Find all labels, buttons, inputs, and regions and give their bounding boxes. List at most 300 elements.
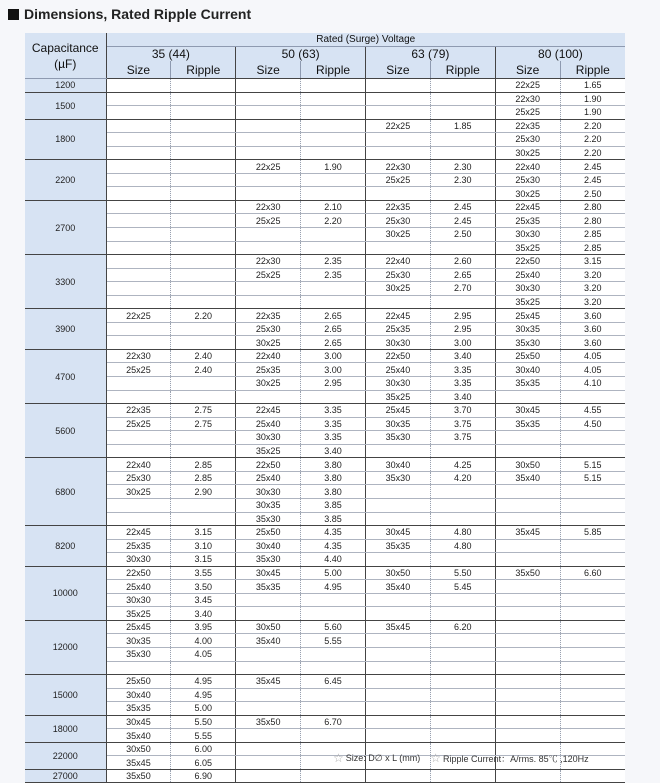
table-row	[25, 485, 625, 499]
table-row	[25, 661, 625, 675]
ripple-cell	[171, 79, 236, 93]
ripple-cell: 1.90	[560, 92, 625, 106]
ripple-cell	[430, 607, 495, 621]
size-cell	[366, 106, 431, 120]
ripple-cell: 3.60	[560, 309, 625, 323]
size-cell	[106, 377, 171, 391]
size-cell: 35x25	[495, 241, 560, 255]
ripple-cell	[560, 647, 625, 661]
table-row	[25, 471, 625, 485]
size-cell: 25x25	[236, 214, 301, 228]
ripple-cell: 2.35	[301, 255, 366, 269]
ripple-cell: 3.80	[301, 485, 366, 499]
table-row	[25, 512, 625, 526]
ripple-cell: 3.35	[430, 363, 495, 377]
ripple-cell: 3.55	[171, 566, 236, 580]
size-cell: 22x25	[106, 309, 171, 323]
size-cell: 25x25	[236, 268, 301, 282]
capacitance-cell: 22000	[25, 742, 106, 769]
voltage-header: 80 (100)	[495, 47, 625, 62]
ripple-cell	[301, 92, 366, 106]
size-cell	[236, 688, 301, 702]
ripple-cell	[301, 133, 366, 147]
ripple-cell: 3.15	[171, 553, 236, 567]
ripple-cell	[560, 729, 625, 743]
ripple-cell: 3.40	[171, 607, 236, 621]
size-cell: 30x25	[236, 336, 301, 350]
table-row	[25, 526, 625, 540]
size-cell	[106, 92, 171, 106]
size-cell	[495, 661, 560, 675]
size-cell	[106, 228, 171, 242]
size-cell	[495, 702, 560, 716]
ripple-cell	[301, 106, 366, 120]
size-cell	[106, 512, 171, 526]
capacitance-cell: 15000	[25, 675, 106, 716]
size-cell: 30x35	[236, 498, 301, 512]
size-cell	[236, 146, 301, 160]
ripple-current-table	[25, 33, 625, 783]
size-cell: 30x35	[106, 634, 171, 648]
size-cell	[106, 214, 171, 228]
ripple-cell: 5.00	[171, 702, 236, 716]
size-cell	[106, 106, 171, 120]
size-cell	[495, 729, 560, 743]
ripple-cell: 2.90	[171, 485, 236, 499]
ripple-cell	[430, 92, 495, 106]
ripple-cell: 6.90	[171, 769, 236, 783]
size-cell	[106, 431, 171, 445]
size-cell	[106, 241, 171, 255]
size-cell	[366, 607, 431, 621]
ripple-cell	[430, 593, 495, 607]
table-row	[25, 160, 625, 174]
size-cell	[106, 661, 171, 675]
ripple-cell	[560, 715, 625, 729]
size-cell: 35x40	[236, 634, 301, 648]
table-row	[25, 106, 625, 120]
size-cell	[106, 390, 171, 404]
size-header: Size	[236, 61, 301, 79]
ripple-cell: 4.00	[171, 634, 236, 648]
ripple-cell: 3.15	[560, 255, 625, 269]
ripple-cell: 2.65	[430, 268, 495, 282]
ripple-cell: 4.05	[171, 647, 236, 661]
ripple-cell: 3.60	[560, 322, 625, 336]
ripple-cell: 3.50	[171, 580, 236, 594]
ripple-cell	[171, 173, 236, 187]
size-cell: 25x30	[236, 322, 301, 336]
ripple-cell: 2.65	[301, 309, 366, 323]
ripple-cell	[301, 241, 366, 255]
ripple-cell	[430, 715, 495, 729]
ripple-cell: 4.35	[301, 526, 366, 540]
size-cell	[106, 444, 171, 458]
capacitance-cell: 5600	[25, 404, 106, 458]
size-cell: 25x25	[366, 173, 431, 187]
size-cell: 35x35	[495, 377, 560, 391]
ripple-cell: 5.50	[171, 715, 236, 729]
size-cell: 22x35	[236, 309, 301, 323]
size-cell	[236, 742, 301, 756]
ripple-cell: 4.35	[301, 539, 366, 553]
ripple-cell	[430, 146, 495, 160]
ripple-cell	[171, 295, 236, 309]
ripple-cell	[301, 119, 366, 133]
table-row	[25, 431, 625, 445]
ripple-cell	[430, 675, 495, 689]
size-cell	[366, 553, 431, 567]
ripple-cell: 6.60	[560, 566, 625, 580]
ripple-cell: 4.10	[560, 377, 625, 391]
size-cell: 35x40	[495, 471, 560, 485]
ripple-cell: 5.85	[560, 526, 625, 540]
capacitance-cell: 2200	[25, 160, 106, 201]
size-cell: 25x45	[106, 620, 171, 634]
ripple-cell: 5.45	[430, 580, 495, 594]
size-cell: 30x50	[495, 458, 560, 472]
ripple-cell: 3.80	[301, 471, 366, 485]
size-cell	[495, 485, 560, 499]
ripple-cell	[430, 106, 495, 120]
table-row	[25, 769, 625, 783]
size-cell: 22x30	[366, 160, 431, 174]
size-cell: 30x25	[495, 187, 560, 201]
size-cell: 25x35	[495, 214, 560, 228]
table-row	[25, 634, 625, 648]
size-cell	[495, 769, 560, 783]
ripple-cell: 3.95	[171, 620, 236, 634]
ripple-cell: 5.60	[301, 620, 366, 634]
size-cell: 35x45	[236, 675, 301, 689]
ripple-cell	[560, 688, 625, 702]
size-cell: 30x45	[236, 566, 301, 580]
table-row	[25, 675, 625, 689]
size-cell: 22x50	[236, 458, 301, 472]
size-cell: 25x50	[236, 526, 301, 540]
size-cell: 25x25	[106, 417, 171, 431]
table-row	[25, 336, 625, 350]
ripple-header: Ripple	[171, 61, 236, 79]
capacitance-cell: 1200	[25, 79, 106, 93]
size-cell: 35x35	[236, 580, 301, 594]
table-row	[25, 309, 625, 323]
title-text: Dimensions, Rated Ripple Current	[24, 6, 252, 22]
size-cell	[366, 485, 431, 499]
size-cell: 25x45	[366, 404, 431, 418]
size-cell	[236, 702, 301, 716]
size-cell: 35x30	[236, 512, 301, 526]
table-row	[25, 200, 625, 214]
ripple-cell	[560, 485, 625, 499]
ripple-cell: 3.35	[301, 417, 366, 431]
ripple-cell: 2.80	[560, 200, 625, 214]
ripple-cell	[560, 539, 625, 553]
ripple-cell	[171, 512, 236, 526]
size-cell	[366, 647, 431, 661]
capacitance-unit: (µF)	[54, 56, 77, 71]
ripple-cell	[301, 729, 366, 743]
size-cell	[495, 498, 560, 512]
size-cell	[495, 593, 560, 607]
size-cell: 25x50	[106, 675, 171, 689]
ripple-cell	[301, 593, 366, 607]
ripple-cell: 2.50	[560, 187, 625, 201]
table-row	[25, 255, 625, 269]
ripple-cell: 3.35	[301, 404, 366, 418]
table-row	[25, 566, 625, 580]
size-cell: 22x30	[495, 92, 560, 106]
size-cell: 22x25	[366, 119, 431, 133]
size-cell	[236, 729, 301, 743]
ripple-cell	[171, 92, 236, 106]
size-cell: 35x50	[236, 715, 301, 729]
size-cell	[236, 228, 301, 242]
ripple-cell: 3.60	[560, 336, 625, 350]
ripple-cell	[430, 702, 495, 716]
ripple-cell	[560, 661, 625, 675]
ripple-cell: 2.75	[171, 417, 236, 431]
capacitance-cell: 8200	[25, 526, 106, 567]
ripple-cell	[430, 295, 495, 309]
ripple-cell	[171, 106, 236, 120]
ripple-cell	[430, 241, 495, 255]
ripple-cell	[171, 214, 236, 228]
ripple-cell: 2.45	[560, 160, 625, 174]
capacitance-cell: 12000	[25, 620, 106, 674]
size-cell: 35x45	[106, 756, 171, 770]
ripple-cell: 3.40	[430, 349, 495, 363]
ripple-cell	[171, 498, 236, 512]
ripple-cell	[430, 769, 495, 783]
size-cell	[495, 675, 560, 689]
size-cell	[106, 187, 171, 201]
ripple-cell	[171, 444, 236, 458]
table-row	[25, 173, 625, 187]
size-cell	[495, 634, 560, 648]
size-cell	[495, 607, 560, 621]
size-cell: 35x45	[366, 620, 431, 634]
size-cell: 30x45	[106, 715, 171, 729]
ripple-cell	[560, 512, 625, 526]
ripple-cell: 1.90	[560, 106, 625, 120]
size-cell: 35x30	[366, 431, 431, 445]
table-row	[25, 390, 625, 404]
table-row	[25, 282, 625, 296]
ripple-cell	[430, 512, 495, 526]
capacitance-header	[25, 33, 106, 79]
capacitance-cell: 6800	[25, 458, 106, 526]
size-cell	[106, 498, 171, 512]
ripple-cell: 4.20	[430, 471, 495, 485]
ripple-cell: 6.45	[301, 675, 366, 689]
size-cell: 35x50	[495, 566, 560, 580]
ripple-cell: 2.45	[560, 173, 625, 187]
size-cell: 30x45	[495, 404, 560, 418]
capacitance-cell: 4700	[25, 349, 106, 403]
ripple-cell	[171, 390, 236, 404]
size-cell: 22x35	[106, 404, 171, 418]
table-row	[25, 228, 625, 242]
size-cell	[236, 282, 301, 296]
size-cell	[236, 106, 301, 120]
ripple-cell: 3.75	[430, 417, 495, 431]
ripple-cell: 3.00	[430, 336, 495, 350]
size-cell	[366, 79, 431, 93]
size-cell	[366, 444, 431, 458]
ripple-cell: 6.00	[171, 742, 236, 756]
voltage-header: 50 (63)	[236, 47, 366, 62]
ripple-cell: 3.75	[430, 431, 495, 445]
ripple-cell: 4.55	[560, 404, 625, 418]
ripple-cell	[171, 146, 236, 160]
table-row	[25, 715, 625, 729]
ripple-cell	[430, 498, 495, 512]
ripple-cell: 5.15	[560, 458, 625, 472]
size-cell	[236, 79, 301, 93]
ripple-cell	[301, 390, 366, 404]
ripple-cell: 2.35	[301, 268, 366, 282]
capacitance-cell: 18000	[25, 715, 106, 742]
size-cell: 25x40	[106, 580, 171, 594]
table-row	[25, 729, 625, 743]
ripple-cell: 4.95	[301, 580, 366, 594]
ripple-cell	[430, 485, 495, 499]
table-row	[25, 187, 625, 201]
size-cell: 30x50	[366, 566, 431, 580]
table-row	[25, 553, 625, 567]
ripple-cell: 5.15	[560, 471, 625, 485]
size-cell	[106, 119, 171, 133]
size-cell: 22x40	[366, 255, 431, 269]
ripple-cell: 4.80	[430, 539, 495, 553]
size-cell: 25x30	[366, 214, 431, 228]
size-cell	[366, 593, 431, 607]
size-cell: 35x30	[366, 471, 431, 485]
ripple-cell: 6.20	[430, 620, 495, 634]
table-row	[25, 444, 625, 458]
ripple-cell: 2.85	[171, 458, 236, 472]
ripple-cell	[301, 607, 366, 621]
ripple-cell	[560, 675, 625, 689]
ripple-cell: 4.25	[430, 458, 495, 472]
ripple-cell	[301, 187, 366, 201]
ripple-cell: 2.20	[560, 146, 625, 160]
ripple-cell: 3.85	[301, 498, 366, 512]
size-cell	[366, 729, 431, 743]
size-cell: 25x40	[236, 471, 301, 485]
size-cell: 25x50	[495, 349, 560, 363]
size-cell: 22x25	[236, 160, 301, 174]
ripple-cell	[301, 702, 366, 716]
table-row	[25, 146, 625, 160]
size-cell: 22x40	[106, 458, 171, 472]
ripple-header: Ripple	[301, 61, 366, 79]
size-cell	[495, 539, 560, 553]
ripple-cell: 3.20	[560, 295, 625, 309]
size-cell	[366, 241, 431, 255]
ripple-cell: 2.45	[430, 214, 495, 228]
size-cell: 35x35	[495, 417, 560, 431]
ripple-cell	[430, 729, 495, 743]
size-cell: 22x30	[106, 349, 171, 363]
size-cell: 22x25	[495, 79, 560, 93]
size-cell	[106, 322, 171, 336]
ripple-cell	[171, 282, 236, 296]
ripple-cell: 2.20	[301, 214, 366, 228]
size-cell	[106, 268, 171, 282]
size-cell: 25x40	[236, 417, 301, 431]
capacitance-cell: 3300	[25, 255, 106, 309]
size-cell: 35x50	[106, 769, 171, 783]
size-cell: 30x25	[495, 146, 560, 160]
size-cell: 30x30	[495, 228, 560, 242]
ripple-cell	[301, 688, 366, 702]
ripple-cell: 2.60	[430, 255, 495, 269]
ripple-cell	[560, 620, 625, 634]
size-cell	[236, 769, 301, 783]
ripple-cell: 4.80	[430, 526, 495, 540]
size-cell	[106, 200, 171, 214]
ripple-cell: 3.80	[301, 458, 366, 472]
size-cell	[495, 512, 560, 526]
ripple-cell: 3.35	[430, 377, 495, 391]
table-row	[25, 241, 625, 255]
ripple-cell: 3.70	[430, 404, 495, 418]
ripple-cell: 4.40	[301, 553, 366, 567]
size-cell	[495, 431, 560, 445]
ripple-cell: 3.85	[301, 512, 366, 526]
size-cell: 30x25	[236, 377, 301, 391]
size-cell: 22x45	[495, 200, 560, 214]
table-row	[25, 92, 625, 106]
ripple-cell	[560, 593, 625, 607]
size-cell: 25x35	[366, 322, 431, 336]
ripple-cell	[430, 133, 495, 147]
size-cell: 30x30	[366, 377, 431, 391]
size-cell	[366, 769, 431, 783]
ripple-header: Ripple	[560, 61, 625, 79]
ripple-cell: 2.50	[430, 228, 495, 242]
ripple-note: Ripple Current：A/rms. 85℃ ,120Hz	[443, 753, 589, 764]
ripple-cell: 3.20	[560, 282, 625, 296]
ripple-cell	[560, 431, 625, 445]
size-cell: 30x25	[366, 282, 431, 296]
ripple-cell: 2.70	[430, 282, 495, 296]
size-cell: 25x35	[106, 539, 171, 553]
ripple-cell: 4.95	[171, 688, 236, 702]
ripple-cell	[560, 634, 625, 648]
size-cell	[495, 715, 560, 729]
ripple-cell: 2.75	[171, 404, 236, 418]
ripple-cell	[171, 268, 236, 282]
size-cell: 22x35	[366, 200, 431, 214]
size-cell: 25x25	[495, 106, 560, 120]
voltage-header: 35 (44)	[106, 47, 236, 62]
ripple-cell: 5.55	[171, 729, 236, 743]
size-cell	[366, 688, 431, 702]
ripple-cell: 2.20	[560, 133, 625, 147]
ripple-cell	[171, 133, 236, 147]
size-cell: 35x35	[106, 702, 171, 716]
size-cell: 30x30	[106, 593, 171, 607]
square-bullet-icon	[8, 9, 19, 20]
size-cell	[366, 512, 431, 526]
size-cell	[495, 620, 560, 634]
size-cell	[236, 593, 301, 607]
size-cell: 35x35	[366, 539, 431, 553]
table-row	[25, 580, 625, 594]
